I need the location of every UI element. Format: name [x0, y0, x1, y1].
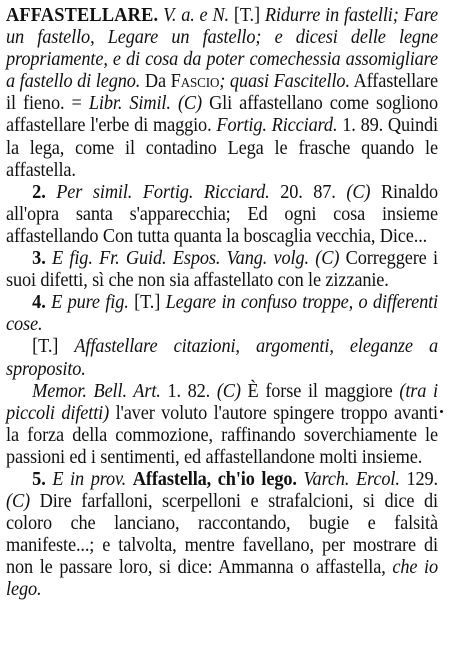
parenthetical: (tra i piccoli difetti)	[6, 380, 438, 424]
source: Libr. Simil.	[88, 93, 171, 115]
print-speck	[440, 410, 443, 413]
crusca-mark: (C)	[6, 491, 31, 513]
quotation: Quindi la lega, come il contadino Lega le frasche quando le affastella.	[6, 115, 438, 181]
reference: 1. 89.	[342, 115, 384, 137]
tag-t: [T.]	[32, 336, 59, 358]
etymology-quasi: ; quasi Fascitello.	[219, 71, 350, 93]
entry-paragraph-1	[6, 5, 438, 182]
etymology-fascio: Fascio	[170, 71, 220, 93]
grammar-label: V. a. e N.	[163, 5, 229, 26]
proverb: Affastella, ch'io lego.	[132, 468, 297, 490]
entry-paragraph-2	[6, 182, 438, 248]
equals-sign: =	[71, 93, 82, 115]
source: Memor. Bell. Art.	[32, 380, 161, 402]
definition: Ridurre in fastelli; Fare un fastello, Legare un fastello; e dicesi delle legne propriamente, e di cosa da poter comechessia assomigliare a fastello di legno.	[6, 5, 438, 93]
sense-label: E in prov.	[52, 468, 127, 490]
source: Varch. Ercol.	[303, 468, 400, 490]
crusca-mark: (C)	[216, 380, 241, 402]
sense-number: 3.	[32, 248, 46, 270]
entry-paragraph-7	[6, 469, 438, 602]
sense-number: 2.	[32, 181, 46, 203]
reference: 129.	[406, 468, 438, 490]
entry-paragraph-5	[6, 336, 438, 380]
etymology-da: Da	[144, 71, 166, 93]
tag-t: [T.]	[233, 5, 260, 26]
example: Affastellare il fieno.	[6, 71, 438, 115]
source: Fortig. Ricciard.	[216, 115, 338, 137]
quotation: l'aver voluto l'autore spingere troppo avanti la forza della commozione, raffinando soverchiamente le passioni ed i sentimenti, ed affastellandone molti insieme.	[6, 402, 438, 468]
quotation: Rinaldo all'opra santa s'apparecchia; Ed ogni cosa insieme affastellando Con tutta quanta la boscaglia vecchia, Dice...	[6, 181, 438, 247]
entry-paragraph-3	[6, 248, 438, 292]
tag-t: [T.]	[134, 292, 161, 314]
quotation: È forse il maggiore	[247, 380, 393, 402]
crusca-mark: (C)	[346, 181, 371, 203]
quotation-end: che io lego.	[6, 557, 438, 601]
definition: Legare in confuso troppe, o differenti cose.	[6, 292, 438, 336]
entry-paragraph-4	[6, 292, 438, 336]
example: Affastellare citazioni, argomenti, eleganze a sproposito.	[6, 336, 438, 380]
source: Per simil. Fortig. Ricciard.	[56, 181, 270, 203]
sense-number: 5.	[32, 468, 46, 490]
headword: AFFASTELLARE.	[6, 5, 159, 26]
reference: 20. 87.	[280, 181, 336, 203]
sense-label: E pure fig.	[51, 292, 129, 314]
quotation: Gli affastellano come sogliono affastellare l'erbe di maggio.	[6, 93, 438, 137]
entry-paragraph-6	[6, 381, 438, 469]
crusca-mark: (C)	[315, 248, 340, 270]
quotation: Dire farfalloni, scerpelloni e strafalcioni, si dice di coloro che lanciano, raccontando, bugie e falsità manifeste...; e talvolta, mentre favellano, per mostrare di non le passare loro, si dice: Ammanna o affastella,	[6, 491, 438, 579]
source: E fig. Fr. Guid. Espos. Vang. volg.	[52, 248, 309, 270]
quotation: Correggere i suoi difetti, sì che non sia affastellato con le zizzanie.	[6, 248, 438, 292]
dictionary-entry	[6, 5, 438, 602]
sense-number: 4.	[32, 292, 46, 314]
reference: 1. 82.	[167, 380, 211, 402]
crusca-mark: (C)	[177, 93, 202, 115]
